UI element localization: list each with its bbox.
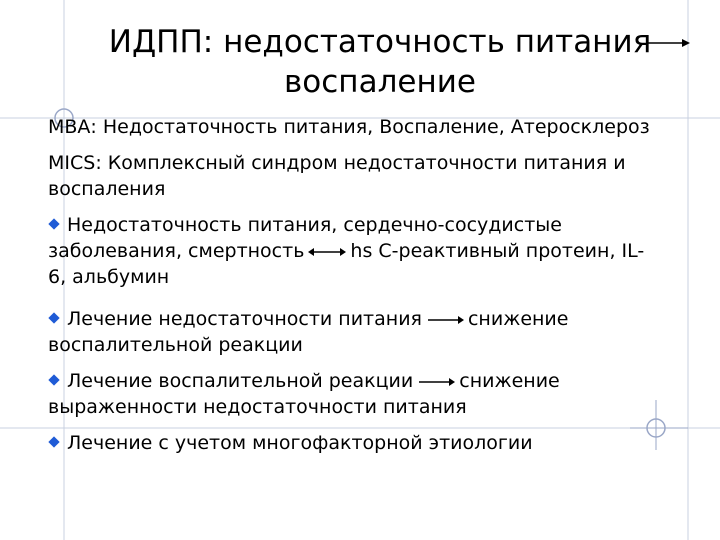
text-line: МВА: Недостаточность питания, Воспаление, Атеросклероз — [48, 116, 650, 138]
text-span: снижение — [459, 370, 560, 392]
bullet-diamond-icon — [48, 374, 59, 385]
text-span: Лечение с учетом многофакторной этиологии — [67, 432, 533, 454]
title-line-1: ИДПП: недостаточность питания — [108, 24, 652, 60]
bullet-item — [48, 213, 562, 237]
text-line: 6, альбумин — [48, 266, 170, 288]
text-span: hs С-реактивный протеин, IL- — [350, 240, 645, 262]
arrow-right-icon — [426, 315, 464, 325]
text-span: Недостаточность питания, сердечно-сосудистые — [67, 214, 562, 236]
text-span: заболевания, смертность — [48, 240, 305, 262]
text-span: снижение — [467, 308, 569, 330]
bullet-diamond-icon — [48, 218, 59, 229]
bullet-item — [48, 369, 560, 393]
text-line — [48, 239, 644, 263]
text-line: MICS: Комплексный синдром недостаточности питания и — [48, 152, 626, 174]
text-line: выраженности недостаточности питания — [48, 396, 467, 418]
bullet-item — [48, 307, 568, 331]
bullet-item — [48, 431, 533, 455]
double-arrow-icon — [308, 247, 346, 257]
slide-title — [60, 22, 700, 102]
title-line-2: воспаление — [284, 64, 476, 100]
bullet-diamond-icon — [48, 436, 59, 447]
bullet-diamond-icon — [48, 312, 59, 323]
text-line: воспалительной реакции — [48, 334, 303, 356]
text-span: Лечение недостаточности питания — [67, 308, 422, 330]
text-span: Лечение воспалительной реакции — [67, 370, 414, 392]
text-line: воспаления — [48, 178, 166, 200]
arrow-right-icon — [417, 377, 455, 387]
